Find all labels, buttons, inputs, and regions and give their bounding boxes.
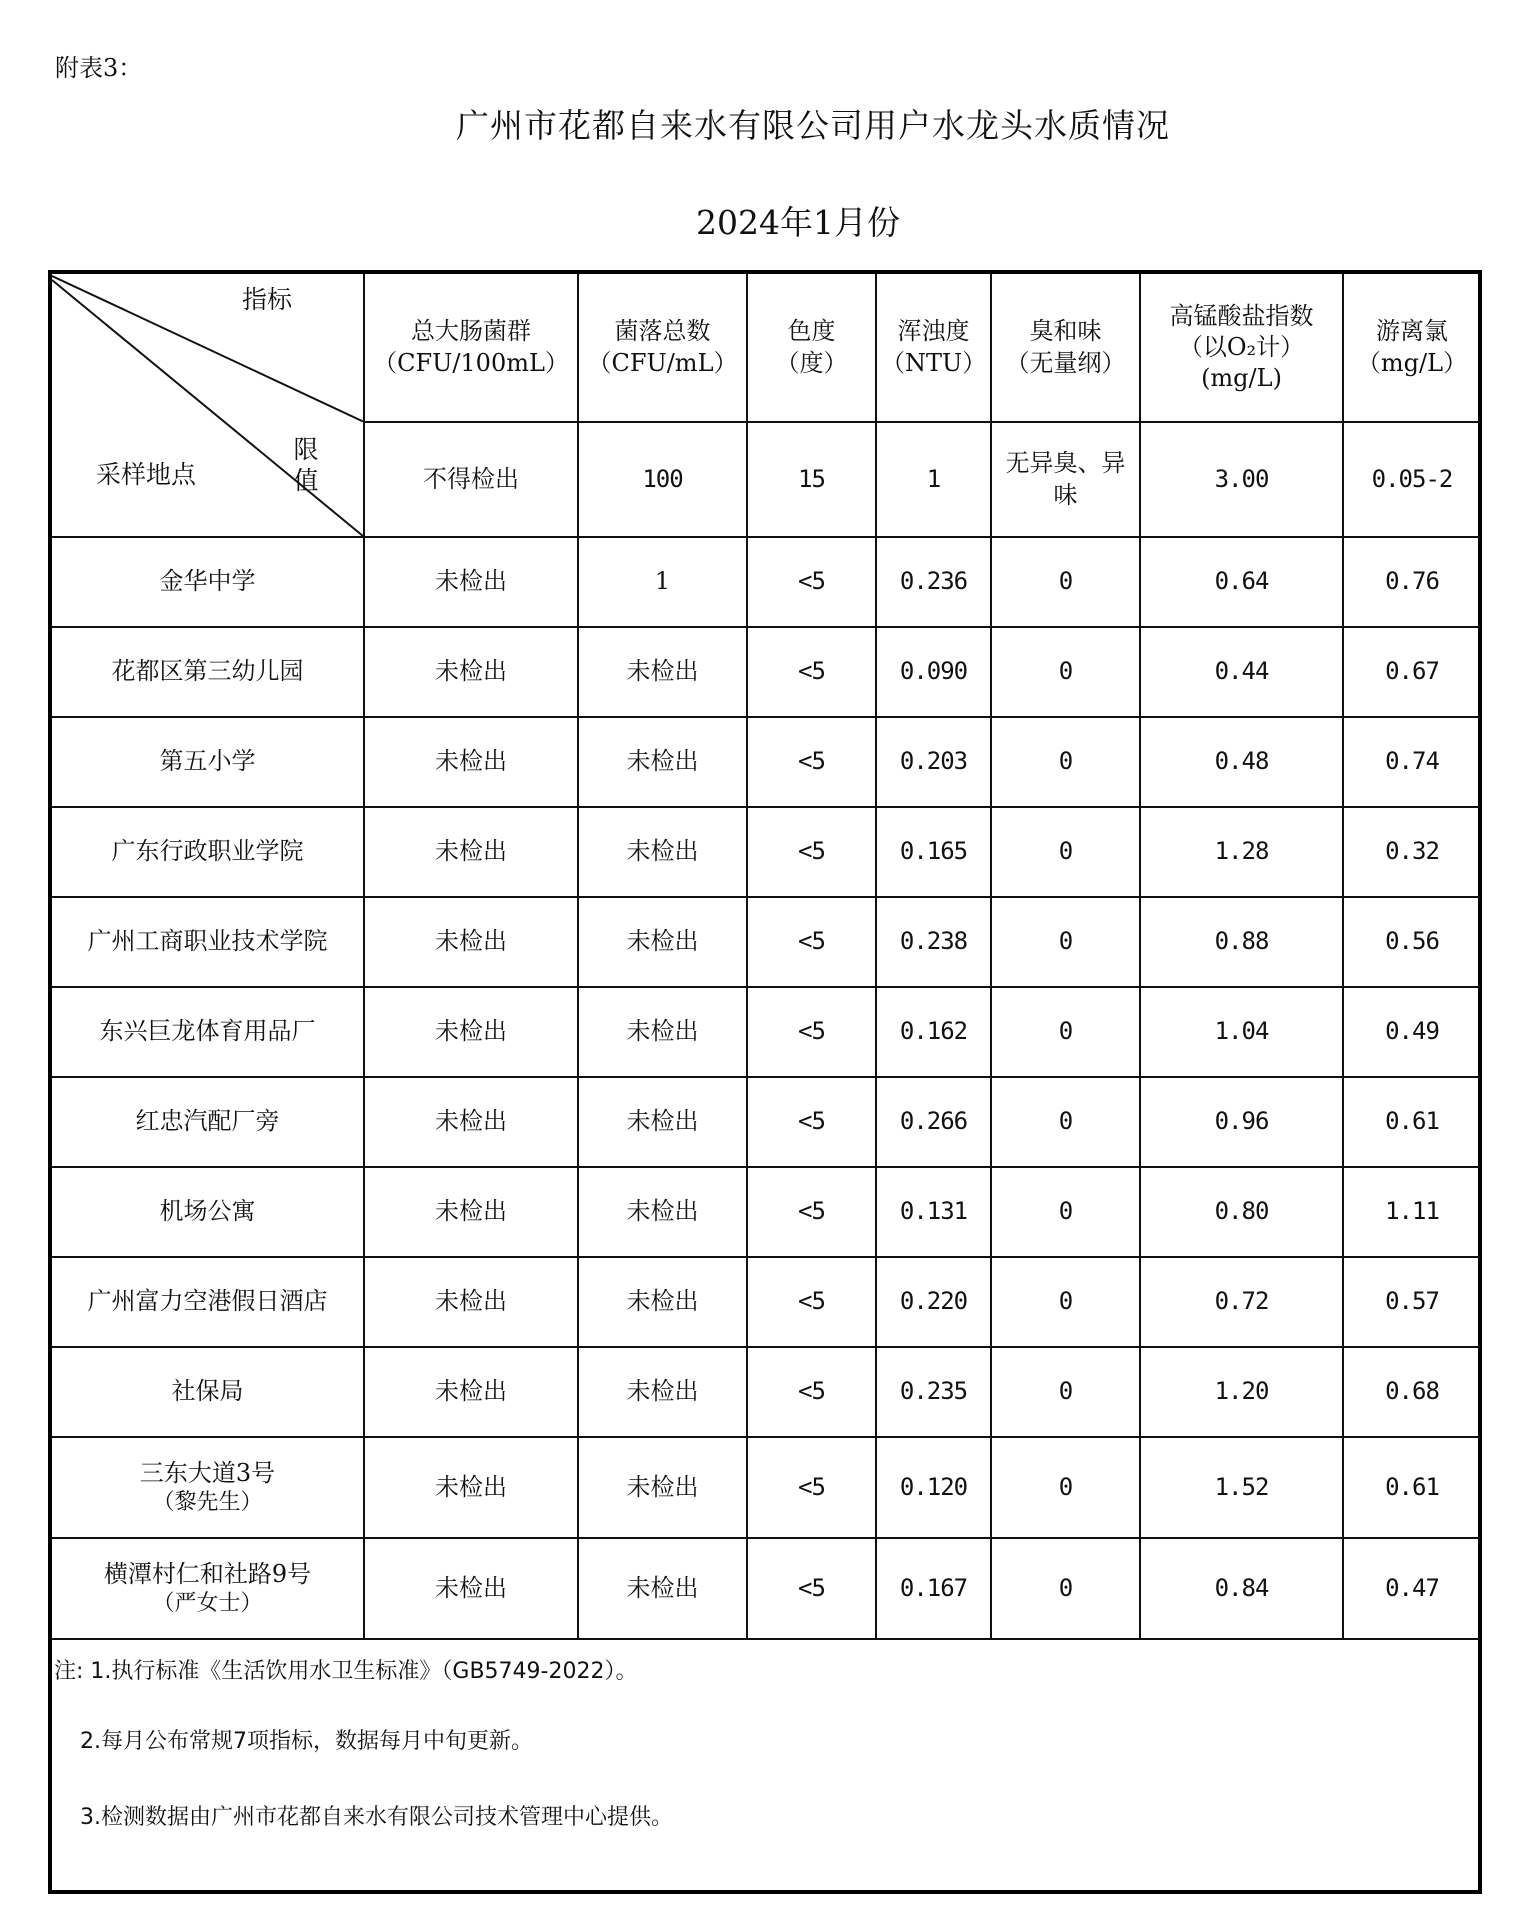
value-cell: 未检出 [364,897,578,987]
value-cell: 0.72 [1140,1257,1343,1347]
notes-cell [52,1639,1480,1894]
value-cell: <5 [747,897,876,987]
value-cell: 0.162 [876,987,991,1077]
location-cell [52,627,364,717]
value-cell: <5 [747,1257,876,1347]
data-rows [52,537,1480,1639]
value-cell: 0.238 [876,897,991,987]
location-name: 东兴巨龙体育用品厂 [99,1017,316,1046]
column-header-free-chlorine: 游离氯 （mg/L） [1343,274,1480,422]
location-cell [52,537,364,627]
value-cell: 0.61 [1343,1437,1480,1538]
limit-cell: 无异臭、异味 [991,422,1140,537]
value-cell: 0.76 [1343,537,1480,627]
column-header-turbidity: 浑浊度 （NTU） [876,274,991,422]
value-cell: 未检出 [364,1257,578,1347]
value-cell: 0 [991,1538,1140,1639]
table-row [52,807,1480,897]
diagonal-lines-icon [52,274,363,536]
value-cell: 未检出 [364,1437,578,1538]
value-cell: 0 [991,807,1140,897]
table-row [52,1167,1480,1257]
location-name: 花都区第三幼儿园 [111,657,304,686]
value-cell: 0.96 [1140,1077,1343,1167]
value-cell: 1.11 [1343,1167,1480,1257]
location-cell [52,897,364,987]
value-cell: 0.235 [876,1347,991,1437]
table-row [52,1347,1480,1437]
value-cell: 1.52 [1140,1437,1343,1538]
page-subtitle: 2024年1月份 [696,203,900,242]
table-row [52,1437,1480,1538]
value-cell: 0 [991,1167,1140,1257]
limit-cell: 0.05-2 [1343,422,1480,537]
value-cell: <5 [747,1538,876,1639]
value-cell: 未检出 [578,1077,747,1167]
table-row [52,1538,1480,1639]
column-header-colony-count: 菌落总数 （CFU/mL） [578,274,747,422]
value-cell: 0.220 [876,1257,991,1347]
value-cell: 0.67 [1343,627,1480,717]
column-header-total-coliform: 总大肠菌群 （CFU/100mL） [364,274,578,422]
value-cell: <5 [747,717,876,807]
value-cell: 0 [991,537,1140,627]
value-cell: 1.28 [1140,807,1343,897]
value-cell: 未检出 [578,627,747,717]
value-cell: 未检出 [578,1257,747,1347]
value-cell: 0.165 [876,807,991,897]
value-cell: 未检出 [364,1538,578,1639]
value-cell: <5 [747,1347,876,1437]
location-cell [52,807,364,897]
value-cell: 0.88 [1140,897,1343,987]
value-cell: 未检出 [364,1077,578,1167]
corner-header-cell [52,274,364,537]
value-cell: 0 [991,1257,1140,1347]
value-cell: 0 [991,987,1140,1077]
location-cell [52,1167,364,1257]
value-cell: 1.04 [1140,987,1343,1077]
limit-cell: 100 [578,422,747,537]
location-cell [52,1437,364,1538]
value-cell: 1.20 [1140,1347,1343,1437]
value-cell: 0.48 [1140,717,1343,807]
location-cell [52,1077,364,1167]
value-cell: 未检出 [578,807,747,897]
location-name: 广州富力空港假日酒店 [87,1287,328,1316]
location-name: 广东行政职业学院 [111,837,304,866]
value-cell: 未检出 [578,1167,747,1257]
table-row [52,1077,1480,1167]
value-cell: 未检出 [578,1347,747,1437]
location-name: 机场公寓 [159,1197,256,1226]
location-contact: （严女士） [152,1590,263,1616]
note-3: 3.检测数据由广州市花都自来水有限公司技术管理中心提供。 [80,1805,673,1830]
header-row [52,274,1480,422]
value-cell: 1 [578,537,747,627]
column-header-color: 色度 （度） [747,274,876,422]
value-cell: <5 [747,627,876,717]
location-name: 红忠汽配厂旁 [135,1107,280,1136]
limit-cell: 15 [747,422,876,537]
location-cell [52,1347,364,1437]
value-cell: 未检出 [364,717,578,807]
value-cell: 未检出 [578,717,747,807]
notes-row [52,1639,1480,1894]
location-name: 横潭村仁和社路9号 [103,1559,312,1588]
value-cell: 0.47 [1343,1538,1480,1639]
value-cell: 0.68 [1343,1347,1480,1437]
value-cell: 0 [991,1347,1140,1437]
value-cell: 未检出 [364,1347,578,1437]
water-quality-grid [52,274,1480,1894]
value-cell: 0.203 [876,717,991,807]
value-cell: 0.32 [1343,807,1480,897]
location-name: 金华中学 [159,567,256,596]
value-cell: 0.61 [1343,1077,1480,1167]
table-row [52,897,1480,987]
value-cell: 未检出 [364,537,578,627]
table-row [52,627,1480,717]
location-label: 采样地点 [96,460,197,489]
value-cell: <5 [747,807,876,897]
location-cell [52,717,364,807]
indicator-label: 指标 [242,285,293,314]
note-1: 注: 1.执行标准《生活饮用水卫生标准》（GB5749-2022）。 [54,1659,638,1684]
value-cell: 未检出 [364,1167,578,1257]
value-cell: <5 [747,987,876,1077]
note-2: 2.每月公布常规7项指标，数据每月中旬更新。 [80,1729,533,1754]
column-header-odor-taste: 臭和味 （无量纲） [991,274,1140,422]
value-cell: 0 [991,627,1140,717]
limit-cell: 不得检出 [364,422,578,537]
location-name: 第五小学 [159,747,256,776]
value-cell: <5 [747,1167,876,1257]
value-cell: 0.236 [876,537,991,627]
value-cell: 0.80 [1140,1167,1343,1257]
value-cell: 0.44 [1140,627,1343,717]
location-name: 社保局 [171,1377,244,1406]
value-cell: 0.131 [876,1167,991,1257]
appendix-label: 附表3： [55,54,143,82]
table-row [52,1257,1480,1347]
value-cell: 0.266 [876,1077,991,1167]
value-cell: 0.090 [876,627,991,717]
value-cell: 未检出 [578,897,747,987]
table-row [52,717,1480,807]
limit-cell: 1 [876,422,991,537]
limit-cell: 3.00 [1140,422,1343,537]
value-cell: 未检出 [578,987,747,1077]
column-header-permanganate-index: 高锰酸盐指数 （以O₂计） (mg/L) [1140,274,1343,422]
value-cell: 0.167 [876,1538,991,1639]
value-cell: 0.64 [1140,537,1343,627]
value-cell: 未检出 [578,1437,747,1538]
location-contact: （黎先生） [152,1489,263,1515]
value-cell: 0 [991,1077,1140,1167]
value-cell: 0.84 [1140,1538,1343,1639]
location-cell [52,1538,364,1639]
value-cell: 0.56 [1343,897,1480,987]
location-name: 广州工商职业技术学院 [87,927,328,956]
value-cell: 0.57 [1343,1257,1480,1347]
value-cell: <5 [747,1077,876,1167]
location-cell [52,1257,364,1347]
location-cell [52,987,364,1077]
value-cell: 0 [991,1437,1140,1538]
value-cell: 未检出 [364,627,578,717]
table-row [52,987,1480,1077]
limit-label: 限值 [293,435,319,496]
value-cell: 0 [991,717,1140,807]
value-cell: 0 [991,897,1140,987]
table-row [52,537,1480,627]
value-cell: 0.120 [876,1437,991,1538]
value-cell: <5 [747,1437,876,1538]
value-cell: 0.49 [1343,987,1480,1077]
value-cell: <5 [747,537,876,627]
value-cell: 未检出 [364,987,578,1077]
value-cell: 未检出 [364,807,578,897]
value-cell: 未检出 [578,1538,747,1639]
value-cell: 0.74 [1343,717,1480,807]
location-name: 三东大道3号 [139,1458,276,1487]
page-title: 广州市花都自来水有限公司用户水龙头水质情况 [456,106,1170,145]
water-quality-table [48,270,1482,1894]
